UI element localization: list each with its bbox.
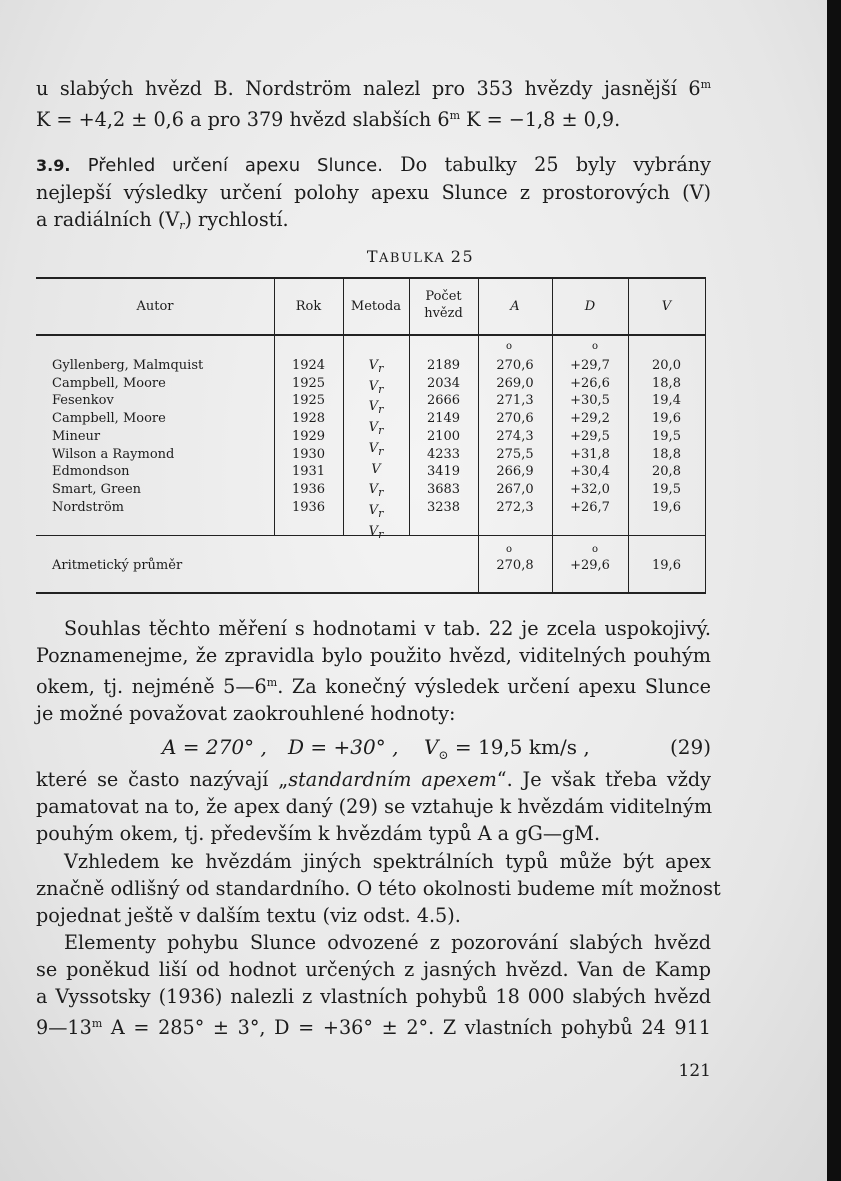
table-cell: $V_r$ xyxy=(368,523,384,541)
table-cell: 1928 xyxy=(291,411,326,427)
table-top-rule xyxy=(36,277,706,279)
formula-number: (29) xyxy=(669,735,711,759)
table-cell: 19,5 xyxy=(652,481,681,497)
table-cell: Nordström xyxy=(52,499,125,515)
para4-line-3: a Vyssotsky (1936) nalezli z vlastních pohybů 18 000 slabých hvězd xyxy=(36,985,711,1008)
table-cell: +29,5 xyxy=(570,428,610,444)
degree-mark-summary-D: o xyxy=(592,544,599,555)
table-cell: 4233 xyxy=(426,446,461,462)
page-number: 121 xyxy=(678,1061,711,1081)
col-A xyxy=(478,357,552,516)
table-cell: 1925 xyxy=(291,393,326,409)
table-cell: Mineur xyxy=(52,428,101,444)
para3-line-1: Vzhledem ke hvězdám jiných spektrálních typů může být apex xyxy=(64,850,711,873)
table-cell: V xyxy=(371,461,381,477)
table-cell: 270,6 xyxy=(496,358,534,373)
intro-paragraph xyxy=(36,71,711,133)
table-cell: 1924 xyxy=(291,358,326,373)
paragraph-agreement xyxy=(36,615,711,727)
para2-line-2: pamatovat na to, že apex daný (29) se vztahuje k hvězdám viditelným xyxy=(36,795,713,818)
table-cell: 2100 xyxy=(426,428,461,444)
table-caption: TABULKA 25 xyxy=(366,247,475,266)
table-cell: $V_r$ xyxy=(368,358,384,375)
table-cell: 275,5 xyxy=(496,446,534,462)
table-cell: 266,9 xyxy=(496,464,534,480)
intro-line-2: K = +4,2 ± 0,6 a pro 379 hvězd slabších 6$^m$ K = −1,8 ± 0,9. xyxy=(36,108,621,131)
table-bottom-rule xyxy=(36,592,706,594)
col-pocet xyxy=(409,357,478,516)
header-pocet: Počet hvězd xyxy=(424,289,463,321)
table-cell: Smart, Green xyxy=(52,481,142,497)
table-cell: $V_r$ xyxy=(368,440,384,458)
paragraph-standard-apex xyxy=(36,766,711,847)
para2-line-1: které se často nazývají „standardním apexem“. Je však třeba vždy xyxy=(36,768,711,791)
table-cell: 270,6 xyxy=(496,411,534,427)
table-cell: +30,4 xyxy=(570,464,610,480)
table-cell: 1936 xyxy=(291,499,326,515)
scan-edge xyxy=(827,0,841,1181)
table-cell: 18,8 xyxy=(652,375,681,391)
table-cell: Edmondson xyxy=(52,464,130,480)
col-autor xyxy=(52,357,203,516)
table-cell: $V_r$ xyxy=(368,482,384,500)
table-cell: +31,8 xyxy=(570,446,610,462)
degree-mark-summary-A: o xyxy=(506,544,513,555)
table-cell: +32,0 xyxy=(570,481,610,497)
section-number: 3.9. xyxy=(36,156,71,175)
table-cell: 1931 xyxy=(291,464,326,480)
summary-V: 19,6 xyxy=(652,558,681,573)
table-cell: Wilson a Raymond xyxy=(52,446,175,462)
table-cell: $V_r$ xyxy=(368,399,384,417)
table-cell: +26,6 xyxy=(570,375,610,391)
header-A: A xyxy=(510,299,520,314)
para1-line-4: je možné považovat zaokrouhlené hodnoty: xyxy=(36,702,456,725)
para4-line-4: 9—13$^m$ A = 285° ± 3°, D = +36° ± 2°. Z vlastních pohybů 24 911 xyxy=(36,1016,711,1039)
table-cell: 1929 xyxy=(291,428,326,444)
degree-mark-D: o xyxy=(592,341,599,352)
table-cell: 269,0 xyxy=(496,375,534,391)
table-cell: 3238 xyxy=(426,499,461,515)
para1-line-3: okem, tj. nejméně 5—6$^m$. Za konečný výsledek určení apexu Slunce xyxy=(36,675,711,698)
table-cell: 19,6 xyxy=(652,499,681,515)
header-V: V xyxy=(661,299,672,314)
table-cell: 2189 xyxy=(426,358,461,373)
table-cell: 2666 xyxy=(426,393,461,409)
para1-line-1: Souhlas těchto měření s hodnotami v tab. 22 je zcela uspokojivý. xyxy=(64,617,711,640)
formula-A: A = 270° , xyxy=(162,735,267,759)
table-cell: 1930 xyxy=(291,446,326,462)
degree-mark-A: o xyxy=(506,341,513,352)
paragraph-faint-stars xyxy=(36,929,711,1041)
para1-line-2: Poznamenejme, že zpravidla bylo použito hvězd, viditelných pouhým xyxy=(36,644,711,667)
table-cell: +30,5 xyxy=(570,393,610,409)
table-cell: 18,8 xyxy=(652,446,681,462)
formula-D: D = +30° , xyxy=(288,735,399,759)
col-V xyxy=(628,357,705,516)
header-autor: Autor xyxy=(136,299,174,314)
table-cell: 19,6 xyxy=(652,411,681,427)
col-D xyxy=(552,357,628,516)
formula-V: $V_⊙ = 19,5$ km/s , xyxy=(424,735,590,762)
table-cell: 2149 xyxy=(426,411,461,427)
intro-line-1: u slabých hvězd B. Nordström nalezl pro 353 hvězdy jasnější 6$^m$ xyxy=(36,77,711,100)
section-line-2: nejlepší výsledky určení polohy apexu Slunce z prostorových (V) xyxy=(36,181,711,204)
table-cell: +29,2 xyxy=(570,411,610,427)
table-cell: 271,3 xyxy=(496,393,534,409)
section-line-1: 3.9. Přehled určení apexu Slunce. Do tabulky 25 byly vybrány xyxy=(36,153,712,176)
summary-D: +29,6 xyxy=(570,558,610,573)
para4-line-1: Elementy pohybu Slunce odvozené z pozorování slabých hvězd xyxy=(64,931,711,954)
section-3-9 xyxy=(36,151,711,239)
table-cell: $V_r$ xyxy=(368,378,384,396)
header-rok: Rok xyxy=(295,299,322,314)
para3-line-2: značně odlišný od standardního. O této okolnosti budeme mít možnost xyxy=(36,877,721,900)
header-metoda: Metoda xyxy=(350,299,402,314)
table-cell: 274,3 xyxy=(496,428,534,444)
table-cell: 19,5 xyxy=(652,428,681,444)
para2-line-3: pouhým okem, tj. především k hvězdám typů A a gG—gM. xyxy=(36,822,601,845)
table-cell: 3419 xyxy=(426,464,461,480)
table-cell: 19,4 xyxy=(652,393,681,409)
table-cell: 3683 xyxy=(426,481,461,497)
table-cell: 267,0 xyxy=(496,481,534,497)
table-cell: 2034 xyxy=(426,375,461,391)
table-cell: Campbell, Moore xyxy=(52,411,166,427)
section-line-3: a radiálních $(V_r)$ rychlostí. xyxy=(36,208,289,232)
table-right-border xyxy=(705,277,706,593)
header-D: D xyxy=(584,299,596,314)
summary-A: 270,8 xyxy=(496,558,534,573)
table-cell: 1936 xyxy=(291,481,326,497)
section-title: Přehled určení apexu Slunce. xyxy=(87,155,383,176)
table-cell: +29,7 xyxy=(570,358,610,373)
col-rok xyxy=(274,357,343,516)
paragraph-spectral-types xyxy=(36,848,721,929)
para3-line-3: pojednat ještě v dalším textu (viz odst. 4.5). xyxy=(36,904,461,927)
table-cell: 1925 xyxy=(291,375,326,391)
table-cell: $V_r$ xyxy=(368,502,384,520)
table-cell: 20,0 xyxy=(652,358,681,373)
apex-table xyxy=(36,277,706,593)
table-header-rule xyxy=(36,334,706,336)
para4-line-2: se poněkud liší od hodnot určených z jasných hvězd. Van de Kamp xyxy=(36,958,711,981)
table-cell: Campbell, Moore xyxy=(52,375,166,391)
summary-label: Aritmetický průměr xyxy=(52,558,183,573)
col-metoda xyxy=(343,357,409,543)
table-cell: 20,8 xyxy=(652,464,681,480)
table-cell: $V_r$ xyxy=(368,420,384,438)
table-cell: Fesenkov xyxy=(52,393,114,409)
table-cell: Gyllenberg, Malmquist xyxy=(52,358,204,373)
table-cell: +26,7 xyxy=(570,499,610,515)
table-cell: 272,3 xyxy=(496,499,534,515)
